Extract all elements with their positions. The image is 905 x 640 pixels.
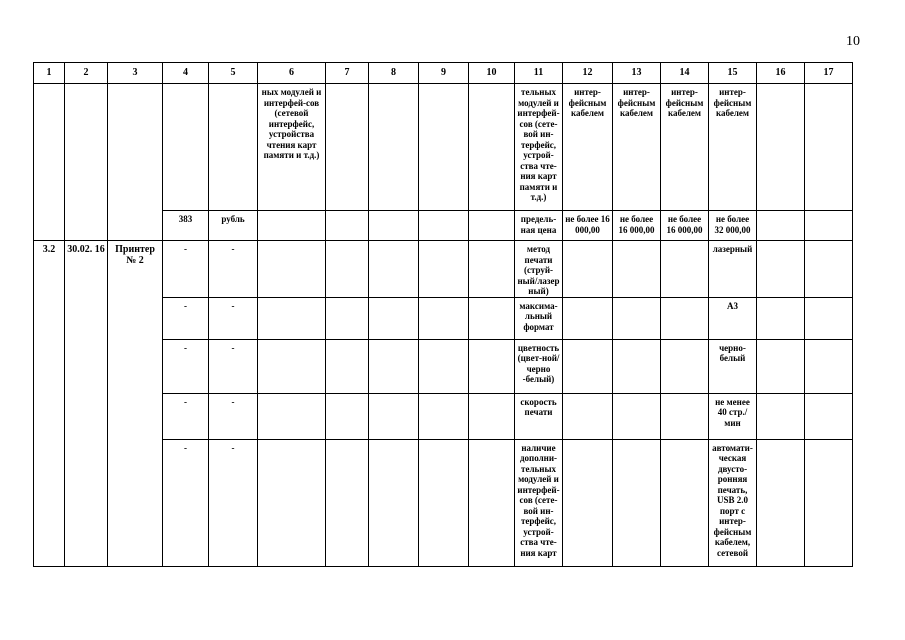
- table-cell: [709, 339, 757, 393]
- table-cell: [419, 211, 469, 241]
- cell-text: цветность (цвет-ной/черно -белый): [517, 342, 560, 384]
- cell-text: [661, 298, 708, 301]
- cell-text: [326, 241, 368, 244]
- table-cell: [661, 339, 709, 393]
- cell-text: [613, 440, 660, 443]
- cell-text: [661, 241, 708, 244]
- table-cell: [515, 393, 563, 439]
- cell-text: предель-ная цена: [520, 214, 557, 235]
- table-cell: [163, 84, 209, 211]
- cell-text: [469, 241, 514, 244]
- page-number: 10: [846, 34, 860, 49]
- table-cell: [163, 241, 209, 298]
- table-cell: [419, 84, 469, 211]
- cell-text: наличие дополни-тельных модулей и интерфей-сов (сете-вой ин-терфейс, устрой-ства чте-ния карт: [517, 442, 560, 558]
- cell-text: не менее 40 стр./мин: [715, 396, 750, 428]
- cell-text: [613, 340, 660, 343]
- cell-text: черно-белый: [719, 342, 746, 363]
- cell-text: [369, 241, 418, 244]
- cell-text: [369, 211, 418, 214]
- table-cell: [108, 84, 163, 241]
- cell-text: [613, 394, 660, 397]
- table-cell: [209, 297, 258, 339]
- table-cell: [419, 439, 469, 566]
- table-cell: [805, 339, 853, 393]
- cell-text: [757, 440, 804, 443]
- cell-text: [805, 394, 852, 397]
- table-cell: [369, 84, 419, 211]
- table-row: [34, 241, 853, 298]
- table-cell: [419, 393, 469, 439]
- cell-text: 383: [178, 214, 193, 224]
- table-cell: [209, 393, 258, 439]
- table-cell: [209, 84, 258, 211]
- column-header: 5: [209, 63, 258, 84]
- table-cell: [419, 241, 469, 298]
- cell-text: -: [184, 442, 187, 453]
- table-cell: [515, 211, 563, 241]
- table-cell: [209, 241, 258, 298]
- table-cell: [369, 241, 419, 298]
- cell-text: лазерный: [712, 244, 753, 254]
- cell-text: [563, 298, 612, 301]
- cell-text: -: [231, 396, 235, 407]
- table-cell: [661, 393, 709, 439]
- table-cell: [709, 393, 757, 439]
- table-cell: [469, 84, 515, 211]
- cell-text: Принтер № 2: [115, 244, 155, 266]
- column-header: 15: [709, 63, 757, 84]
- cell-text: [258, 440, 325, 443]
- cell-text: интер-фейсным кабелем: [665, 87, 704, 118]
- cell-text: [369, 440, 418, 443]
- cell-text: интер-фейсным кабелем: [617, 87, 656, 118]
- cell-text: 30.02. 16: [67, 244, 105, 255]
- cell-text: [757, 298, 804, 301]
- table-cell: [563, 211, 613, 241]
- cell-text: [108, 84, 162, 88]
- table-cell: [661, 241, 709, 298]
- table-cell: [209, 439, 258, 566]
- table-cell: [563, 297, 613, 339]
- cell-text: [326, 211, 368, 214]
- cell-text: [469, 394, 514, 397]
- table-cell: [661, 84, 709, 211]
- table-cell: [757, 84, 805, 211]
- column-header: 12: [563, 63, 613, 84]
- cell-text: [65, 84, 107, 88]
- table-cell: [34, 84, 65, 241]
- table-cell: [209, 211, 258, 241]
- cell-text: [469, 298, 514, 301]
- table-cell: [709, 439, 757, 566]
- table-cell: [326, 439, 369, 566]
- column-header: 14: [661, 63, 709, 84]
- cell-text: [326, 84, 368, 87]
- column-header: 9: [419, 63, 469, 84]
- table-cell: [419, 339, 469, 393]
- cell-text: [563, 340, 612, 343]
- cell-text: [163, 84, 208, 87]
- table-cell: [469, 339, 515, 393]
- cell-text: ных модулей и интерфей-сов (сетевой интерфейс, устройства чтения карт памяти и т.д.): [261, 87, 322, 160]
- cell-text: [613, 298, 660, 301]
- table-cell: [709, 241, 757, 298]
- column-header: 3: [108, 63, 163, 84]
- cell-text: [757, 340, 804, 343]
- cell-text: интер-фейсным кабелем: [568, 87, 607, 118]
- table-cell: [258, 393, 326, 439]
- table-cell: [563, 84, 613, 211]
- table-cell: [757, 439, 805, 566]
- table-cell: [258, 241, 326, 298]
- table-cell: [563, 339, 613, 393]
- table-cell: [757, 339, 805, 393]
- column-header: 17: [805, 63, 853, 84]
- table-cell: [163, 439, 209, 566]
- table-cell: [369, 211, 419, 241]
- cell-text: [757, 84, 804, 87]
- table-cell: [805, 84, 853, 211]
- table-cell: [563, 439, 613, 566]
- cell-text: [369, 84, 418, 87]
- specification-table: [33, 62, 853, 567]
- cell-text: [419, 211, 468, 214]
- table-cell: [258, 211, 326, 241]
- table-cell: [661, 439, 709, 566]
- table-cell: [258, 297, 326, 339]
- cell-text: -: [231, 244, 235, 254]
- table-cell: [661, 297, 709, 339]
- cell-text: [326, 440, 368, 443]
- table-cell: [34, 241, 65, 567]
- table-cell: [613, 84, 661, 211]
- cell-text: [805, 241, 852, 244]
- cell-text: [469, 211, 514, 214]
- cell-text: [757, 211, 804, 214]
- table-cell: [369, 393, 419, 439]
- cell-text: [805, 340, 852, 343]
- table-cell: [369, 297, 419, 339]
- table-cell: [757, 211, 805, 241]
- table-cell: [515, 339, 563, 393]
- cell-text: интер-фейсным кабелем: [713, 87, 752, 118]
- table-cell: [163, 339, 209, 393]
- cell-text: не более 32 000,00: [714, 214, 751, 235]
- cell-text: [757, 394, 804, 397]
- table-cell: [163, 211, 209, 241]
- cell-text: [469, 340, 514, 343]
- table-cell: [515, 84, 563, 211]
- cell-text: -: [184, 342, 187, 353]
- cell-text: [326, 394, 368, 397]
- header-row: [34, 63, 853, 84]
- table-cell: [515, 241, 563, 298]
- table-cell: [563, 393, 613, 439]
- cell-text: [369, 340, 418, 343]
- table-cell: [469, 393, 515, 439]
- table-cell: [805, 211, 853, 241]
- cell-text: не более 16 000,00: [666, 214, 703, 235]
- cell-text: [34, 84, 64, 88]
- column-header: 13: [613, 63, 661, 84]
- table-cell: [757, 297, 805, 339]
- cell-text: [805, 298, 852, 301]
- table-cell: [805, 241, 853, 298]
- table-cell: [709, 84, 757, 211]
- table-row: [34, 84, 853, 211]
- table-cell: [258, 339, 326, 393]
- table-cell: [326, 297, 369, 339]
- cell-text: -: [184, 244, 187, 254]
- cell-text: [661, 340, 708, 343]
- cell-text: [419, 298, 468, 301]
- table-cell: [326, 211, 369, 241]
- cell-text: [757, 241, 804, 244]
- cell-text: -: [231, 442, 235, 453]
- table-cell: [805, 393, 853, 439]
- cell-text: -: [231, 342, 235, 353]
- table-cell: [661, 211, 709, 241]
- cell-text: [258, 298, 325, 301]
- table-cell: [326, 339, 369, 393]
- cell-text: [258, 394, 325, 397]
- table-cell: [326, 393, 369, 439]
- cell-text: [419, 340, 468, 343]
- cell-text: [419, 394, 468, 397]
- table-cell: [805, 439, 853, 566]
- table-cell: [709, 297, 757, 339]
- table-cell: [515, 439, 563, 566]
- table-cell: [613, 297, 661, 339]
- column-header: 8: [369, 63, 419, 84]
- table-cell: [613, 211, 661, 241]
- cell-text: [563, 394, 612, 397]
- column-header: 6: [258, 63, 326, 84]
- table-cell: [369, 339, 419, 393]
- cell-text: автомати-ческая двусто-ронняя печать, USB 2.0 порт с интер-фейсным кабелем, сетевой: [712, 442, 753, 558]
- cell-text: [661, 440, 708, 443]
- cell-text: не более 16 000,00: [565, 214, 610, 235]
- table-cell: [209, 339, 258, 393]
- table-cell: [326, 84, 369, 211]
- cell-text: [258, 211, 325, 214]
- cell-text: [805, 440, 852, 443]
- table-cell: [709, 211, 757, 241]
- cell-text: [469, 440, 514, 443]
- table-cell: [613, 393, 661, 439]
- table-cell: [613, 439, 661, 566]
- table-cell: [258, 84, 326, 211]
- table-cell: [469, 211, 515, 241]
- cell-text: метод печати (струй-ный/лазер ный): [517, 244, 560, 296]
- table-cell: [163, 297, 209, 339]
- table-cell: [326, 241, 369, 298]
- cell-text: [326, 340, 368, 343]
- table-cell: [369, 439, 419, 566]
- cell-text: А3: [727, 300, 738, 311]
- table-cell: [613, 339, 661, 393]
- table-cell: [563, 241, 613, 298]
- table-cell: [419, 297, 469, 339]
- table-cell: [805, 297, 853, 339]
- column-header: 2: [65, 63, 108, 84]
- table-cell: [757, 393, 805, 439]
- column-header: 11: [515, 63, 563, 84]
- column-header: 4: [163, 63, 209, 84]
- cell-text: -: [184, 300, 187, 311]
- cell-text: [369, 394, 418, 397]
- table-cell: [613, 241, 661, 298]
- cell-text: [209, 84, 257, 87]
- cell-text: не более 16 000,00: [618, 214, 655, 235]
- cell-text: [419, 84, 468, 87]
- cell-text: [563, 440, 612, 443]
- table-cell: [469, 241, 515, 298]
- cell-text: [805, 84, 852, 87]
- table-cell: [163, 393, 209, 439]
- table-cell: [757, 241, 805, 298]
- cell-text: тельных модулей и интерфей-сов (сете-вой ин-терфейс, устрой-ства чте-ния карт памяти и т.д.): [517, 87, 560, 202]
- cell-text: рубль: [221, 214, 245, 224]
- cell-text: [258, 241, 325, 244]
- cell-text: [258, 340, 325, 343]
- cell-text: [369, 298, 418, 301]
- table-cell: [469, 297, 515, 339]
- cell-text: [326, 298, 368, 301]
- cell-text: [661, 394, 708, 397]
- cell-text: скорость печати: [520, 396, 557, 417]
- cell-text: [419, 241, 468, 244]
- cell-text: [419, 440, 468, 443]
- cell-text: -: [231, 300, 235, 311]
- column-header: 7: [326, 63, 369, 84]
- table-cell: [469, 439, 515, 566]
- cell-text: [805, 211, 852, 214]
- table-cell: [258, 439, 326, 566]
- cell-text: 3.2: [42, 244, 56, 255]
- table-cell: [65, 84, 108, 241]
- table-cell: [108, 241, 163, 567]
- cell-text: [563, 241, 612, 244]
- column-header: 16: [757, 63, 805, 84]
- cell-text: -: [184, 396, 187, 407]
- cell-text: максима-льный формат: [519, 300, 558, 332]
- table-cell: [515, 297, 563, 339]
- column-header: 10: [469, 63, 515, 84]
- table-cell: [65, 241, 108, 567]
- cell-text: [613, 241, 660, 244]
- cell-text: [469, 84, 514, 87]
- column-header: 1: [34, 63, 65, 84]
